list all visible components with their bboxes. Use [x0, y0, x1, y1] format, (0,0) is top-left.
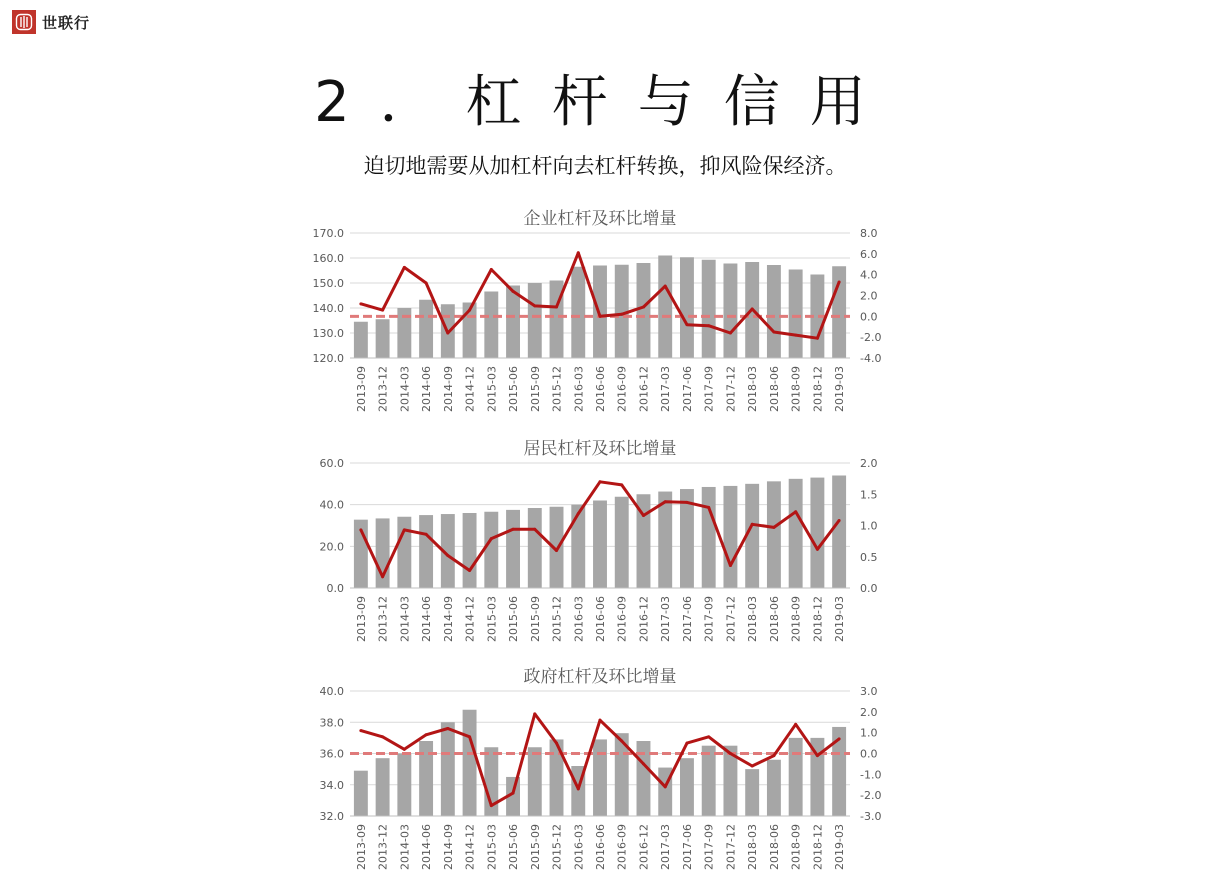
- line-point: [533, 528, 536, 531]
- line-point: [838, 519, 841, 522]
- x-tick-label: 2017-12: [724, 596, 738, 642]
- line-point: [685, 323, 688, 326]
- bar: [767, 760, 781, 816]
- y-tick-label: 38.0: [319, 716, 344, 730]
- chart-title: 企业杠杆及环比增量: [523, 209, 677, 229]
- line-point: [794, 334, 797, 337]
- x-tick-label: 2018-06: [767, 824, 781, 870]
- y-tick-label: 120.0: [312, 352, 344, 365]
- line-point: [446, 727, 449, 730]
- line-point: [620, 740, 623, 743]
- x-tick-label: 2013-12: [376, 596, 390, 642]
- x-tick-label: 2016-06: [594, 366, 607, 412]
- line-point: [577, 512, 580, 515]
- bar: [723, 264, 737, 359]
- x-tick-label: 2017-03: [659, 596, 673, 642]
- y2-tick-label: 0.0: [860, 582, 878, 595]
- line-point: [664, 285, 667, 288]
- x-tick-label: 2014-09: [441, 366, 455, 412]
- x-tick-label: 2017-06: [680, 824, 694, 870]
- y2-tick-label: -2.0: [860, 789, 882, 803]
- x-tick-label: 2013-09: [354, 824, 368, 870]
- x-tick-label: 2017-12: [724, 366, 738, 412]
- x-tick-label: 2014-09: [441, 596, 455, 642]
- line-point: [642, 305, 645, 308]
- line-point: [794, 723, 797, 726]
- line-point: [685, 501, 688, 504]
- x-tick-label: 2016-06: [594, 596, 607, 642]
- line-point: [490, 804, 493, 807]
- x-tick-label: 2019-03: [833, 596, 847, 642]
- line-point: [359, 729, 362, 732]
- line-point: [599, 315, 602, 318]
- line-point: [664, 785, 667, 788]
- bar: [789, 738, 803, 816]
- y-tick-label: 160.0: [312, 252, 344, 265]
- bar: [397, 517, 411, 588]
- line-point: [707, 735, 710, 738]
- y2-tick-label: -2.0: [860, 331, 882, 345]
- line-point: [512, 290, 515, 293]
- x-tick-label: 2014-03: [398, 366, 412, 412]
- x-tick-label: 2016-06: [594, 824, 607, 870]
- x-tick-label: 2017-12: [724, 824, 738, 870]
- line-point: [816, 337, 819, 340]
- x-tick-label: 2017-03: [659, 366, 673, 412]
- y2-tick-label: 3.0: [860, 685, 878, 698]
- x-tick-label: 2018-09: [789, 824, 803, 870]
- line-point: [512, 528, 515, 531]
- x-tick-label: 2015-06: [507, 596, 521, 642]
- line-point: [816, 548, 819, 551]
- bar: [702, 487, 716, 588]
- y2-tick-label: 6.0: [860, 247, 878, 261]
- x-tick-label: 2014-12: [463, 824, 477, 870]
- line-point: [729, 332, 732, 335]
- x-tick-label: 2016-12: [637, 596, 651, 642]
- x-tick-label: 2014-09: [441, 824, 455, 870]
- page-title: 2．杠杆与信用: [314, 70, 896, 135]
- line-point: [707, 324, 710, 327]
- x-tick-label: 2017-09: [702, 366, 716, 412]
- bar: [680, 257, 694, 358]
- y2-tick-label: 2.0: [860, 705, 878, 719]
- line-point: [555, 742, 558, 745]
- x-tick-label: 2016-03: [572, 366, 586, 412]
- page-subtitle: 迫切地需要从加杠杆向去杠杆转换，抑风险保经济。: [363, 154, 847, 178]
- x-tick-label: 2018-06: [767, 366, 781, 412]
- y-tick-label: 60.0: [319, 457, 344, 470]
- x-tick-label: 2017-06: [680, 366, 694, 412]
- x-tick-label: 2015-09: [528, 596, 542, 642]
- x-tick-label: 2013-12: [376, 824, 390, 870]
- line-point: [685, 742, 688, 745]
- line-point: [751, 523, 754, 526]
- x-tick-label: 2015-03: [485, 824, 499, 870]
- line-point: [533, 304, 536, 307]
- bar: [441, 722, 455, 816]
- y-tick-label: 170.0: [312, 227, 344, 240]
- x-tick-label: 2014-06: [420, 366, 434, 412]
- bar: [702, 260, 716, 358]
- line-point: [490, 537, 493, 540]
- x-tick-label: 2014-06: [420, 824, 434, 870]
- line-point: [772, 526, 775, 529]
- bar: [789, 479, 803, 588]
- chart-government-leverage: [300, 658, 900, 883]
- line-point: [403, 266, 406, 269]
- bar: [832, 266, 846, 358]
- x-tick-label: 2015-12: [550, 596, 564, 642]
- x-tick-label: 2017-09: [702, 824, 716, 870]
- x-tick-label: 2018-12: [811, 824, 825, 870]
- line-point: [468, 735, 471, 738]
- x-tick-label: 2014-12: [463, 366, 477, 412]
- line-point: [707, 506, 710, 509]
- bar: [376, 319, 390, 358]
- x-tick-label: 2019-03: [833, 824, 847, 870]
- bar: [528, 747, 542, 816]
- y-tick-label: 150.0: [312, 277, 344, 290]
- line-point: [664, 500, 667, 503]
- line-point: [751, 765, 754, 768]
- line-point: [381, 735, 384, 738]
- bar: [593, 501, 607, 589]
- line-point: [468, 569, 471, 572]
- bar: [419, 300, 433, 358]
- chart-svg: [300, 430, 900, 655]
- y2-tick-label: 8.0: [860, 227, 878, 240]
- x-tick-label: 2016-09: [615, 824, 629, 870]
- bar: [354, 322, 368, 358]
- bar: [810, 478, 824, 588]
- chart-title: 政府杠杆及环比增量: [523, 667, 677, 687]
- line-point: [403, 748, 406, 751]
- y2-tick-label: 2.0: [860, 457, 878, 470]
- line-point: [555, 549, 558, 552]
- y-tick-label: 20.0: [319, 540, 344, 554]
- y2-tick-label: -3.0: [860, 810, 882, 823]
- line-point: [577, 787, 580, 790]
- bar: [354, 771, 368, 816]
- bar: [723, 486, 737, 588]
- x-tick-label: 2018-03: [746, 824, 760, 870]
- logo-icon: [12, 10, 36, 34]
- x-tick-label: 2014-12: [463, 596, 477, 642]
- x-tick-label: 2016-03: [572, 824, 586, 870]
- y-tick-label: 40.0: [319, 685, 344, 698]
- y2-tick-label: 2.0: [860, 289, 878, 303]
- brand-logo: [12, 10, 90, 34]
- bar: [658, 256, 672, 359]
- line-point: [642, 762, 645, 765]
- bar: [463, 513, 477, 588]
- line-point: [359, 302, 362, 305]
- y-tick-label: 140.0: [312, 302, 344, 315]
- line-point: [555, 305, 558, 308]
- line-point: [381, 309, 384, 312]
- logo-text: 世联行: [42, 13, 91, 32]
- x-tick-label: 2013-12: [376, 366, 390, 412]
- x-tick-label: 2014-03: [398, 596, 412, 642]
- line-point: [425, 282, 428, 285]
- bar: [506, 510, 520, 588]
- x-tick-label: 2016-09: [615, 366, 629, 412]
- x-tick-label: 2016-03: [572, 596, 586, 642]
- line-point: [620, 313, 623, 316]
- y2-tick-label: 1.0: [860, 519, 878, 533]
- x-tick-label: 2018-03: [746, 596, 760, 642]
- chart-svg: [300, 200, 900, 425]
- y-tick-label: 32.0: [319, 810, 344, 823]
- y2-tick-label: 0.5: [860, 550, 878, 564]
- y-tick-label: 36.0: [319, 747, 344, 761]
- y2-tick-label: 4.0: [860, 268, 878, 282]
- bar: [571, 267, 585, 358]
- y-tick-label: 0.0: [326, 582, 344, 595]
- x-tick-label: 2017-06: [680, 596, 694, 642]
- x-tick-label: 2016-12: [637, 824, 651, 870]
- line-point: [512, 792, 515, 795]
- x-tick-label: 2015-09: [528, 824, 542, 870]
- x-tick-label: 2015-09: [528, 366, 542, 412]
- x-tick-label: 2015-06: [507, 824, 521, 870]
- bar: [484, 512, 498, 588]
- x-tick-label: 2015-12: [550, 824, 564, 870]
- x-tick-label: 2013-09: [354, 366, 368, 412]
- line-point: [468, 309, 471, 312]
- line-point: [446, 332, 449, 335]
- y-tick-label: 34.0: [319, 778, 344, 792]
- x-tick-label: 2015-06: [507, 366, 521, 412]
- x-tick-label: 2017-09: [702, 596, 716, 642]
- line-point: [403, 528, 406, 531]
- x-tick-label: 2016-12: [637, 366, 651, 412]
- bar: [593, 739, 607, 816]
- line-point: [381, 575, 384, 578]
- bar: [832, 476, 846, 589]
- line-point: [838, 280, 841, 283]
- line-point: [729, 752, 732, 755]
- line-point: [751, 308, 754, 311]
- x-tick-label: 2014-06: [420, 596, 434, 642]
- line-point: [425, 533, 428, 536]
- chart-household-leverage: [300, 430, 900, 655]
- line-point: [729, 564, 732, 567]
- y2-tick-label: 1.0: [860, 726, 878, 740]
- x-tick-label: 2015-03: [485, 366, 499, 412]
- line-point: [490, 268, 493, 271]
- bar: [397, 754, 411, 817]
- y2-tick-label: 0.0: [860, 310, 878, 324]
- line-point: [577, 251, 580, 254]
- bar: [680, 758, 694, 816]
- bar: [702, 746, 716, 816]
- y-tick-label: 40.0: [319, 498, 344, 512]
- line-point: [533, 712, 536, 715]
- x-tick-label: 2019-03: [833, 366, 847, 412]
- x-tick-label: 2014-03: [398, 824, 412, 870]
- x-tick-label: 2013-09: [354, 596, 368, 642]
- bar: [637, 263, 651, 358]
- x-tick-label: 2018-06: [767, 596, 781, 642]
- bar: [528, 283, 542, 358]
- line-point: [816, 754, 819, 757]
- line-point: [620, 483, 623, 486]
- bar: [463, 710, 477, 816]
- chart-title: 居民杠杆及环比增量: [523, 439, 677, 459]
- bar: [376, 758, 390, 816]
- bar: [528, 508, 542, 588]
- x-tick-label: 2015-12: [550, 366, 564, 412]
- x-tick-label: 2018-12: [811, 596, 825, 642]
- x-tick-label: 2018-12: [811, 366, 825, 412]
- y-tick-label: 130.0: [312, 327, 344, 340]
- x-tick-label: 2018-09: [789, 596, 803, 642]
- line-point: [425, 733, 428, 736]
- y2-tick-label: -1.0: [860, 768, 882, 782]
- x-tick-label: 2018-09: [789, 366, 803, 412]
- bar: [767, 481, 781, 588]
- y2-tick-label: -4.0: [860, 352, 882, 365]
- y2-tick-label: 0.0: [860, 747, 878, 761]
- chart-svg: [300, 658, 900, 883]
- line-point: [599, 480, 602, 483]
- line-point: [446, 554, 449, 557]
- chart-enterprise-leverage: [300, 200, 900, 425]
- line-point: [772, 330, 775, 333]
- line-point: [838, 737, 841, 740]
- x-tick-label: 2018-03: [746, 366, 760, 412]
- x-tick-label: 2015-03: [485, 596, 499, 642]
- line-point: [794, 510, 797, 513]
- bar: [789, 270, 803, 359]
- bar: [571, 505, 585, 588]
- line-point: [359, 528, 362, 531]
- bar: [745, 769, 759, 816]
- line-point: [642, 514, 645, 517]
- line-point: [599, 719, 602, 722]
- bar: [767, 265, 781, 358]
- x-tick-label: 2016-09: [615, 596, 629, 642]
- line-point: [772, 754, 775, 757]
- bar: [615, 497, 629, 588]
- x-tick-label: 2017-03: [659, 824, 673, 870]
- bar: [419, 515, 433, 588]
- bar: [484, 292, 498, 359]
- y2-tick-label: 1.5: [860, 488, 878, 502]
